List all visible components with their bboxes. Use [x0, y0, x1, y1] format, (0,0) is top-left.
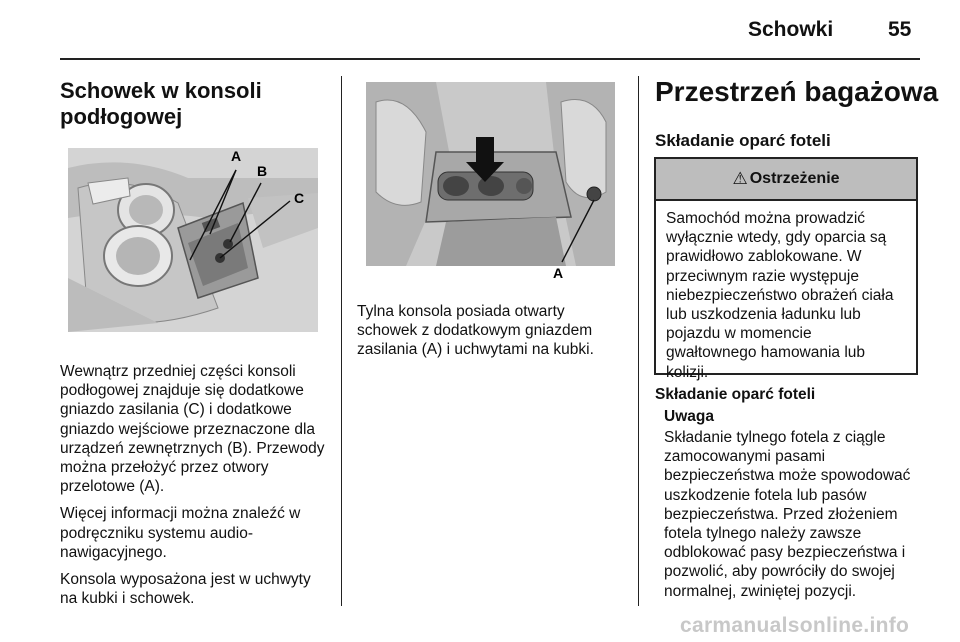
column-divider-right: [638, 76, 639, 606]
section-heading-console: Schowek w konsoli podłogowej: [60, 78, 262, 129]
subheading-folding-seats: Składanie oparć foteli: [655, 131, 831, 150]
paragraph-more-info: Więcej informacji można znaleźć w podręczniku systemu audio-nawigacyjnego.: [60, 505, 301, 561]
warning-triangle-icon: ⚠: [732, 169, 748, 188]
page-header-title: Schowki: [748, 18, 834, 41]
note-text: Składanie tylnego fotela z ciągle zamocowanymi pasami bezpieczeństwa może spowodować uszkodzenie fotela lub pasów bezpieczeństwa. Przed złożeniem fotela tylnego należy zawsze odblokować pasy bezpieczeństwa i pozwolić, aby powróciły do swojej normalnej, zwiniętej pozycji.: [664, 429, 911, 600]
header-divider: [60, 58, 920, 60]
warning-text: Samochód można prowadzić wyłącznie wtedy, gdy oparcia są prawidłowo zablokowane. W przeciwnym razie występuje niebezpieczeństwo obrażeń ciała lub uszkodzenia ładunku lub pojazdu w momencie gwałtownego hamowania lub kolizji.: [666, 210, 894, 381]
front-console-drawing: [68, 148, 318, 332]
column-divider-left: [341, 76, 342, 606]
rear-console-drawing: [366, 82, 615, 282]
figure-label-b: B: [257, 163, 268, 179]
figure-label-a: A: [231, 148, 242, 164]
page-number: 55: [888, 18, 912, 41]
watermark-text: carmanualsonline.info: [680, 614, 910, 637]
left-column-text: [60, 362, 328, 608]
figure-label-a-rear: A: [553, 265, 564, 281]
rear-console-illustration: [366, 82, 615, 282]
section-title-folding: Składanie oparć foteli: [655, 386, 816, 403]
paragraph-cup-holders: Konsola wyposażona jest w uchwyty na kubki i schowek.: [60, 571, 311, 608]
note-label: Uwaga: [664, 408, 714, 425]
paragraph-rear-console: Tylna konsola posiada otwarty schowek z dodatkowym gniazdem zasilania (A) i uchwytami na kubki.: [357, 303, 594, 359]
warning-box: [654, 157, 918, 381]
section-heading-luggage: Przestrzeń bagażowa: [655, 76, 939, 107]
warning-header: [656, 159, 916, 201]
warning-title: Ostrzeżenie: [749, 170, 840, 187]
figure-label-c: C: [294, 190, 305, 206]
paragraph-console-sockets: Wewnątrz przedniej części konsoli podłogowej znajduje się dodatkowe gniazdo zasilania (C) i dodatkowe gniazdo wejściowe przeznaczone dla urządzeń zewnętrznych (B). Przewody można przełożyć przez otwory przelotowe (A).: [60, 363, 325, 496]
front-console-illustration: [68, 148, 318, 332]
